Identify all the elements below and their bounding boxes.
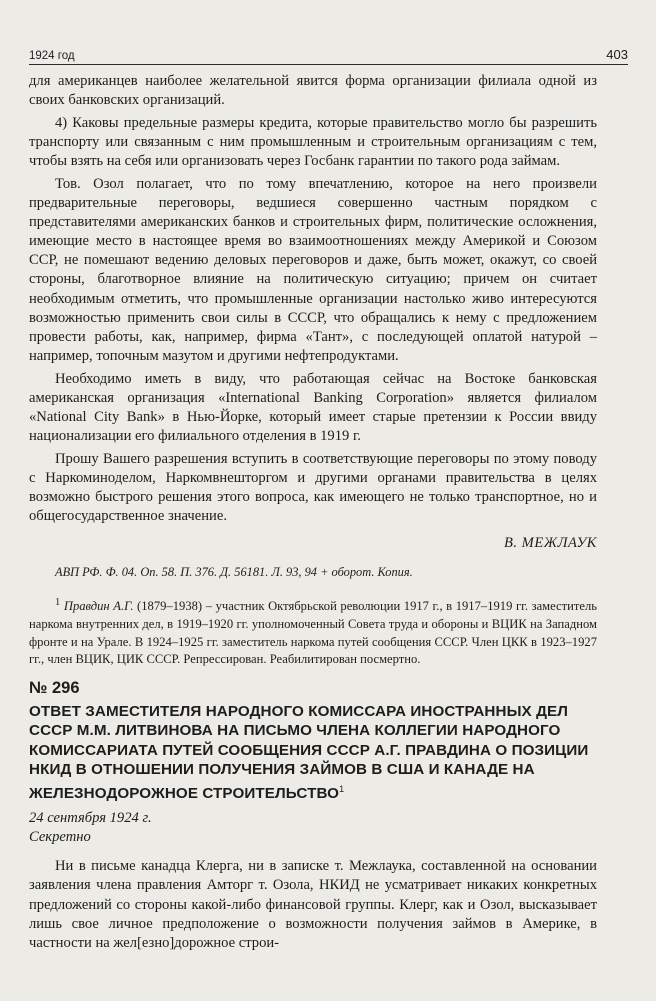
paragraph-credit-limits: 4) Каковы предельные размеры кредита, которые правительство могло бы разрешить транспорту или связанным с ним промышленным и строительным организациям с тем, чтобы взять на себя или организовать через Госбанк гарантии по такого рода займам.: [29, 115, 597, 170]
document-body-paragraph: Ни в письме канадца Клерга, ни в записке т. Межлаука, составленной на основании заявления члена правления Амторг т. Озола, НКИД не усматривает никаких конкретных предложений со стороны какой-либо финансовой группы. Клерг, как и Озол, высказывает лишь свое личное предположение о возможности получения займов в Америке, в частности на жел[езно]дорожное строи-: [29, 858, 597, 951]
page-number: 403: [606, 47, 628, 62]
document-classification: Секретно: [29, 829, 91, 846]
footnote-text: (1879–1938) – участник Октябрьской революции 1917 г., в 1917–1919 гг. заместитель наркома внутренних дел, в 1919–1920 гг. уполномоченный Совета труда и обороны и ВЦИК на Западном фронте и на Урале. В 1924–1925 гг. заместитель наркома путей сообщения СССР. Член ЦКК в 1923–1927 гг., член ВЦИК, ЦИК СССР. Репрессирован. Реабилитирован посмертно.: [29, 599, 597, 667]
paragraph-continuation: для американцев наиболее желательной явится форма организации филиала одной из своих банковских организаций.: [29, 73, 597, 109]
signature: В. МЕЖЛАУК: [503, 535, 597, 552]
document-title: [29, 702, 597, 804]
running-head-year: 1924 год: [29, 50, 75, 62]
archive-reference: АВП РФ. Ф. 04. Оп. 58. П. 376. Д. 56181. Л. 93, 94 + оборот. Копия.: [55, 565, 413, 580]
document-number: № 296: [29, 678, 80, 697]
document-date: 24 сентября 1924 г.: [29, 810, 152, 827]
page-content: [29, 72, 597, 957]
paragraph-banking-corporation: Необходимо иметь в виду, что работающая сейчас на Востоке банковская американская организация «International Banking Corporation» является филиалом «National City Bank» в Нью-Йорке, который имеет старые претензии к России ввиду национализации его филиального отделения в 1919 г.: [29, 370, 597, 444]
page-header: [29, 40, 628, 65]
footnote-marker: 1: [55, 597, 61, 609]
paragraph-ozol-opinion: Тов. Озол полагает, что по тому впечатлению, которое на него произвели предварительные переговоры, ведшиеся совершенно частным порядком с представителями американских банков и строительных фирм, политические осложнения, имеющие место в настоящее время во взаимоотношениях между Америкой и Союзом ССР, не помешают ведению деловых переговоров и даже, быть может, окажут, со своей стороны, благотворное влияние на политическую ситуацию; причем он считает необходимым отметить, что промышленные организации настолько живо интересуются возможностью применить свои силы в СССР, что обращались к нему с предложением провести работы, как, например, фирма «Тант», с последующей оплатой натурой – например, топочным мазутом и другими нефтепродуктами.: [29, 176, 597, 364]
document-title-text: ОТВЕТ ЗАМЕСТИТЕЛЯ НАРОДНОГО КОМИССАРА ИНОСТРАННЫХ ДЕЛ СССР М.М. ЛИТВИНОВА НА ПИСЬМО ЧЛЕНА КОЛЛЕГИИ НАРОДНОГО КОМИССАРИАТА ПУТЕЙ СООБЩЕНИЯ СССР А.Г. ПРАВДИНА О ПОЗИЦИИ НКИД В ОТНОШЕНИИ ПОЛУЧЕНИЯ ЗАЙМОВ В США И КАНАДЕ НА ЖЕЛЕЗНОДОРОЖНОЕ СТРОИТЕЛЬСТВО: [29, 702, 589, 802]
document-title-footnote-marker: 1: [339, 783, 345, 794]
footnote-person-name: Правдин А.Г.: [63, 599, 134, 614]
footnote: [29, 594, 597, 669]
paragraph-request: Прошу Вашего разрешения вступить в соответствующие переговоры по этому поводу с Наркоминоделом, Наркомвнешторгом и другими органами правительства в целях возможно быстрого решения этого вопроса, как имеющего не только транспортное, но и общегосударственное значение.: [29, 450, 597, 525]
